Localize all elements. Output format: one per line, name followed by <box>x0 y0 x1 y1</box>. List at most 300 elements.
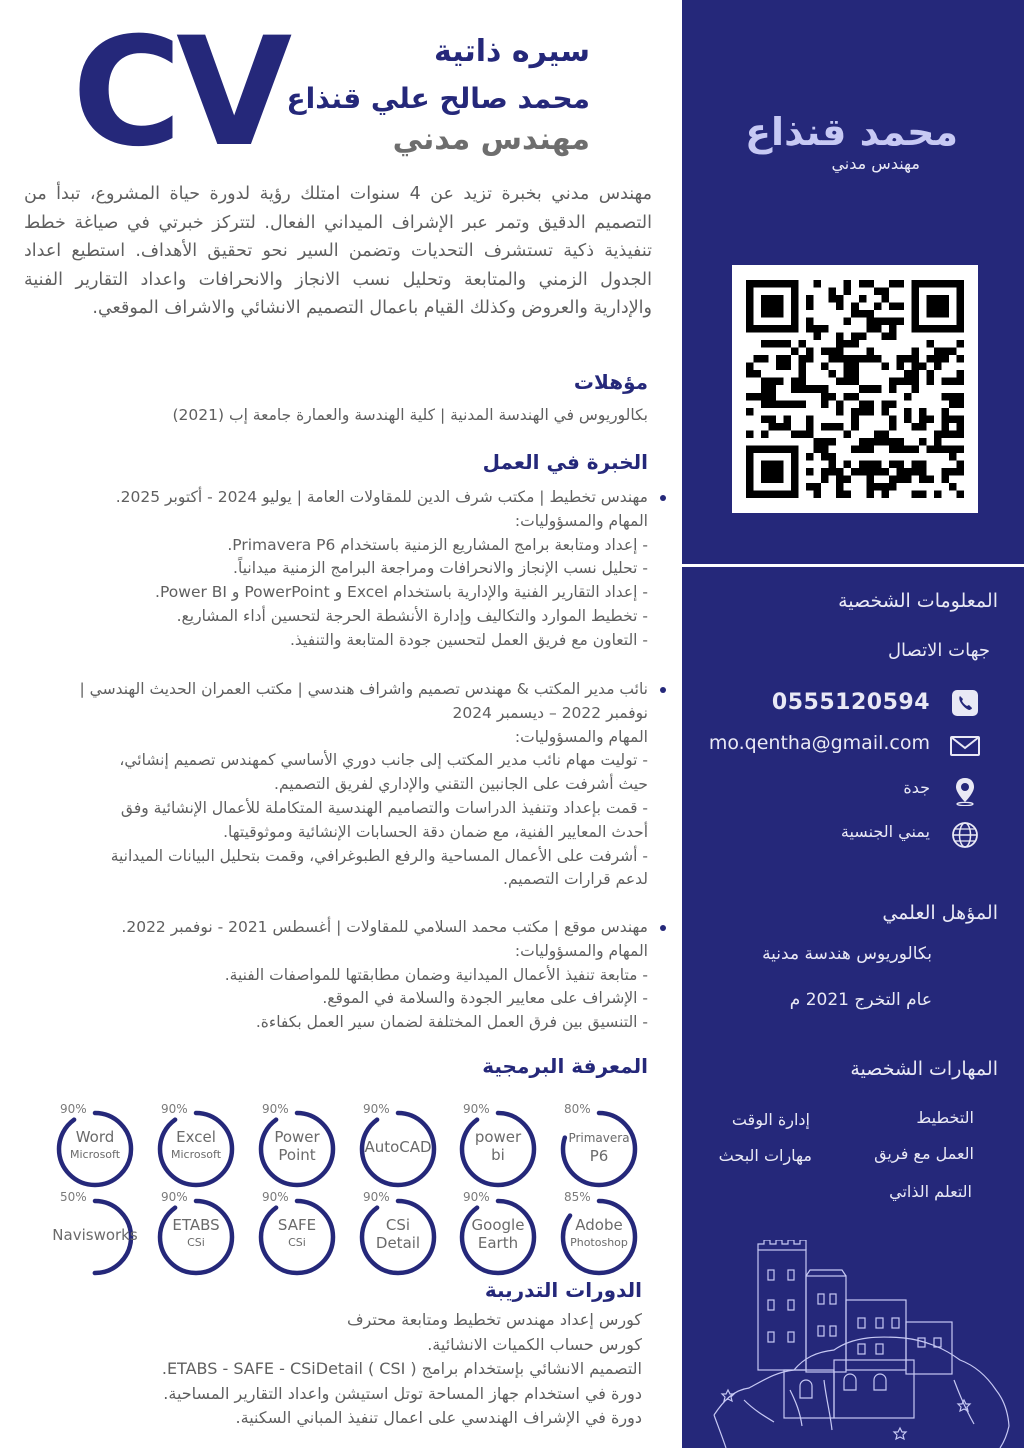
contact-phone[interactable] <box>682 686 1024 720</box>
qr-module <box>949 468 957 476</box>
software-subtitle: Detail <box>375 1234 421 1252</box>
qr-module <box>949 400 957 408</box>
qr-module <box>821 468 829 476</box>
qr-module <box>889 415 897 423</box>
qr-module <box>851 378 859 386</box>
qr-module <box>926 415 934 423</box>
qr-module <box>881 318 889 326</box>
qr-module <box>851 340 859 348</box>
qr-module <box>866 385 874 393</box>
qr-module <box>859 280 867 288</box>
skill-label <box>355 1138 441 1156</box>
qr-module <box>874 325 882 333</box>
qr-module <box>791 430 799 438</box>
job-line: مهندس موقع | مكتب محمد السلامي للمقاولات | أغسطس 2021 - نوفمبر 2022. <box>121 918 648 936</box>
experience-item <box>8 486 648 653</box>
qr-module <box>874 430 882 438</box>
qr-module <box>934 490 942 498</box>
qr-module <box>761 385 769 393</box>
skill-item: التخطيط <box>916 1108 974 1127</box>
qualifications-heading: مؤهلات <box>573 370 648 394</box>
qr-module <box>866 310 874 318</box>
document-title: سيره ذاتية <box>434 34 590 69</box>
qr-module <box>814 490 822 498</box>
qr-module <box>949 378 957 386</box>
qr-module <box>904 408 912 416</box>
qr-module <box>859 355 867 363</box>
qr-module <box>919 423 927 431</box>
qr-module <box>799 385 807 393</box>
skill-percent: 90% <box>161 1190 188 1204</box>
qr-module <box>941 430 949 438</box>
qr-module <box>889 378 897 386</box>
qr-module <box>761 415 769 423</box>
qr-module <box>806 468 814 476</box>
contact-email[interactable] <box>682 728 1024 762</box>
qr-module <box>949 445 957 453</box>
qr-module <box>799 363 807 371</box>
qr-module <box>919 363 927 371</box>
contacts-heading: جهات الاتصال <box>887 640 990 661</box>
qr-module <box>791 348 799 356</box>
qr-module <box>866 460 874 468</box>
job-line: حيث أشرفت على الجانبين التقني والإداري لفريق التصميم. <box>274 775 648 794</box>
qr-module <box>836 408 844 416</box>
qr-module <box>844 393 852 401</box>
qr-module <box>776 423 784 431</box>
location-pin-icon <box>950 776 980 806</box>
qr-module <box>769 378 777 386</box>
qr-module <box>836 340 844 348</box>
qr-module <box>911 490 919 498</box>
qr-module <box>896 475 904 483</box>
qr-module <box>911 460 919 468</box>
qr-module <box>821 363 829 371</box>
qr-module <box>956 400 964 408</box>
qr-module <box>889 423 897 431</box>
qr-module <box>956 445 964 453</box>
qr-module <box>866 318 874 326</box>
qr-module <box>829 453 837 461</box>
education-heading: المؤهل العلمي <box>882 902 998 924</box>
qr-module <box>754 393 762 401</box>
qr-module <box>889 325 897 333</box>
qr-module <box>806 325 814 333</box>
job-line: نوفمبر 2022 – ديسمبر 2024 <box>452 703 648 722</box>
qr-module <box>926 370 934 378</box>
qr-module <box>889 318 897 326</box>
qr-module <box>844 363 852 371</box>
qr-module <box>881 400 889 408</box>
cv-logo: CV <box>72 6 287 180</box>
qr-module <box>784 340 792 348</box>
qr-module <box>866 408 874 416</box>
qr-module <box>881 363 889 371</box>
qr-module <box>776 400 784 408</box>
qr-module <box>889 385 897 393</box>
qr-module <box>821 423 829 431</box>
qr-module <box>881 288 889 296</box>
job-line: مهندس تخطيط | مكتب شرف الدين للمقاولات العامة | يوليو 2024 - أكتوبر 2025. <box>115 488 648 506</box>
graduation-text: عام التخرج 2021 م <box>789 990 932 1010</box>
qr-module <box>881 333 889 341</box>
qr-module <box>866 475 874 483</box>
qr-module <box>881 408 889 416</box>
qr-module <box>821 453 829 461</box>
qr-module <box>844 490 852 498</box>
qr-module <box>896 280 904 288</box>
skill-label <box>52 1226 138 1244</box>
qr-module <box>866 445 874 453</box>
qr-module <box>941 445 949 453</box>
qr-module <box>761 400 769 408</box>
qr-module <box>956 430 964 438</box>
qr-module <box>851 355 859 363</box>
qr-module <box>806 318 814 326</box>
qr-module <box>746 370 754 378</box>
qr-module <box>941 415 949 423</box>
qr-module <box>911 385 919 393</box>
qr-module <box>941 355 949 363</box>
qr-module <box>934 445 942 453</box>
qr-module <box>844 370 852 378</box>
city-text: جدة <box>903 778 930 797</box>
qr-module <box>889 280 897 288</box>
skill-percent: 90% <box>463 1190 490 1204</box>
skill-percent: 80% <box>564 1102 591 1116</box>
qr-module <box>911 370 919 378</box>
qr-module <box>791 378 799 386</box>
globe-icon <box>950 820 980 850</box>
software-name: ETABS <box>172 1216 220 1234</box>
job-line: - توليت مهام نائب مدير المكتب إلى جانب دوري الأساسي كمهندس تصميم إنشائي، <box>119 751 648 770</box>
qr-module <box>866 400 874 408</box>
qr-module <box>866 490 874 498</box>
qr-module <box>836 400 844 408</box>
qr-module <box>851 408 859 416</box>
software-ring <box>254 1102 340 1192</box>
software-name: SAFE <box>277 1216 317 1234</box>
qr-module <box>866 355 874 363</box>
qr-module <box>926 340 934 348</box>
software-ring <box>455 1102 541 1192</box>
job-line: نائب مدير المكتب & مهندس تصميم واشراف هندسي | مكتب العمران الحديث الهندسي | <box>79 680 648 698</box>
skill-label <box>153 1216 239 1252</box>
skill-item: إدارة الوقت <box>731 1110 810 1129</box>
qr-finder <box>926 295 949 318</box>
qr-module <box>844 288 852 296</box>
qr-module <box>896 355 904 363</box>
qr-module <box>874 438 882 446</box>
personal-info-heading: المعلومات الشخصية <box>838 590 998 612</box>
qr-module <box>784 423 792 431</box>
qr-module <box>761 355 769 363</box>
qr-module <box>784 363 792 371</box>
job-line: - إعداد ومتابعة برامج المشاريع الزمنية باستخدام Primavera P6. <box>227 535 648 554</box>
skill-percent: 90% <box>363 1190 390 1204</box>
email-address[interactable]: mo.qentha@gmail.com <box>708 732 930 754</box>
qr-module <box>919 468 927 476</box>
qr-module <box>956 370 964 378</box>
software-name: Word <box>75 1128 115 1146</box>
qr-module <box>761 393 769 401</box>
qr-module <box>776 363 784 371</box>
qr-module <box>784 400 792 408</box>
qr-module <box>889 333 897 341</box>
qr-module <box>851 370 859 378</box>
qr-module <box>829 460 837 468</box>
qr-module <box>821 385 829 393</box>
qr-module <box>836 378 844 386</box>
qr-module <box>821 475 829 483</box>
qr-module <box>761 430 769 438</box>
qr-module <box>859 468 867 476</box>
qr-module <box>746 430 754 438</box>
qr-module <box>941 468 949 476</box>
qr-module <box>874 355 882 363</box>
software-subtitle: Microsoft <box>170 1148 222 1161</box>
qr-module <box>851 303 859 311</box>
qr-module <box>859 400 867 408</box>
qr-module <box>754 370 762 378</box>
qr-module <box>791 385 799 393</box>
qr-module <box>806 423 814 431</box>
qr-module <box>859 438 867 446</box>
job-line: لدعم قرارات التصميم. <box>503 870 648 889</box>
phone-number[interactable]: 0555120594 <box>771 690 930 715</box>
skill-item: التعلم الذاتي <box>889 1182 972 1201</box>
qr-module <box>934 348 942 356</box>
qr-module <box>844 355 852 363</box>
software-name: CSi <box>385 1216 411 1234</box>
qr-module <box>889 438 897 446</box>
qr-module <box>866 280 874 288</box>
qr-module <box>799 340 807 348</box>
qr-module <box>904 468 912 476</box>
job-line: - التنسيق بين فرق العمل المختلفة لضمان سير العمل بكفاءة. <box>255 1013 648 1032</box>
qr-module <box>761 340 769 348</box>
software-name: Google <box>471 1216 525 1234</box>
qr-module <box>889 483 897 491</box>
skill-label <box>52 1128 138 1164</box>
degree-text: بكالوريوس هندسة مدنية <box>762 944 932 964</box>
qr-code[interactable] <box>732 265 978 513</box>
qr-module <box>746 363 754 371</box>
qr-module <box>919 460 927 468</box>
qr-module <box>881 490 889 498</box>
experience-item <box>8 916 648 1035</box>
qr-module <box>941 423 949 431</box>
sidebar-divider <box>682 564 1024 567</box>
qr-module <box>919 490 927 498</box>
sidebar <box>682 0 1024 1448</box>
qr-module <box>769 385 777 393</box>
qr-module <box>904 355 912 363</box>
qr-module <box>904 378 912 386</box>
qr-module <box>776 355 784 363</box>
software-ring <box>556 1102 642 1192</box>
software-name: Adobe <box>575 1216 623 1234</box>
qr-module <box>874 288 882 296</box>
qr-module <box>769 400 777 408</box>
qr-module <box>799 355 807 363</box>
software-subtitle: Microsoft <box>69 1148 121 1161</box>
qr-module <box>769 393 777 401</box>
qr-module <box>836 468 844 476</box>
qr-module <box>814 325 822 333</box>
qr-module <box>829 355 837 363</box>
job-line: المهام والمسؤوليات: <box>514 941 648 960</box>
qr-module <box>874 318 882 326</box>
mail-icon <box>950 730 980 760</box>
qr-module <box>859 385 867 393</box>
qr-module <box>761 378 769 386</box>
software-name: AutoCAD <box>364 1138 432 1156</box>
qr-module <box>836 303 844 311</box>
software-ring <box>52 1102 138 1192</box>
qr-module <box>836 475 844 483</box>
qr-module <box>806 295 814 303</box>
qr-module <box>956 378 964 386</box>
skill-label <box>254 1216 340 1252</box>
full-name: محمد صالح علي قنذاع <box>286 82 590 115</box>
software-name: Excel <box>176 1128 216 1146</box>
qr-finder <box>761 460 784 483</box>
qr-module <box>851 333 859 341</box>
course-item: دورة في الإشراف الهندسي على اعمال تنفيذ المباني السكنية. <box>235 1408 642 1427</box>
qr-module <box>814 445 822 453</box>
qr-module <box>821 393 829 401</box>
qr-module <box>949 393 957 401</box>
qr-module <box>829 348 837 356</box>
qr-module <box>859 333 867 341</box>
qr-module <box>851 445 859 453</box>
qr-module <box>799 378 807 386</box>
qr-module <box>851 423 859 431</box>
qr-module <box>844 340 852 348</box>
software-ring <box>52 1190 138 1280</box>
qr-module <box>904 415 912 423</box>
qr-module <box>934 438 942 446</box>
qr-module <box>911 378 919 386</box>
job-line: - قمت بإعداد وتنفيذ الدراسات والتصاميم الهندسية المتكاملة للأعمال الإنشائية وفق <box>120 798 648 817</box>
software-name: Primavera <box>568 1131 630 1145</box>
qr-module <box>941 408 949 416</box>
skill-percent: 90% <box>161 1102 188 1116</box>
qr-module <box>814 280 822 288</box>
qr-module <box>874 460 882 468</box>
qr-module <box>851 468 859 476</box>
bullet-dot <box>660 687 666 693</box>
castle-illustration <box>704 1240 1014 1448</box>
qr-module <box>934 430 942 438</box>
qr-module <box>866 325 874 333</box>
qr-module <box>941 378 949 386</box>
qr-module <box>806 453 814 461</box>
qr-module <box>874 303 882 311</box>
qr-module <box>874 385 882 393</box>
qr-module <box>874 483 882 491</box>
qr-module <box>874 468 882 476</box>
job-line: - أشرفت على الأعمال المساحية والرفع الطبوغرافي، وقمت بتحليل البيانات الميدانية <box>110 846 648 865</box>
qr-module <box>919 415 927 423</box>
qr-module <box>814 333 822 341</box>
qr-module <box>821 325 829 333</box>
software-heading: المعرفة البرمجية <box>482 1054 648 1078</box>
qr-module <box>859 310 867 318</box>
qr-module <box>836 355 844 363</box>
software-ring <box>355 1190 441 1280</box>
qr-module <box>806 483 814 491</box>
skill-percent: 85% <box>564 1190 591 1204</box>
qr-module <box>866 483 874 491</box>
software-subtitle: bi <box>491 1146 505 1164</box>
software-ring <box>153 1190 239 1280</box>
qr-module <box>956 468 964 476</box>
qr-module <box>949 415 957 423</box>
qr-module <box>896 318 904 326</box>
qr-module <box>746 393 754 401</box>
qr-module <box>844 460 852 468</box>
qr-module <box>949 430 957 438</box>
qr-module <box>956 340 964 348</box>
software-ring <box>254 1190 340 1280</box>
qr-module <box>941 475 949 483</box>
software-name: Navisworks <box>52 1226 138 1244</box>
skill-percent: 90% <box>60 1102 87 1116</box>
qr-module <box>889 475 897 483</box>
qr-module <box>911 423 919 431</box>
qr-module <box>956 355 964 363</box>
qr-module <box>836 348 844 356</box>
qr-module <box>934 363 942 371</box>
experience-item <box>8 678 648 892</box>
job-line: - تخطيط الموارد والتكاليف وإدارة الأنشطة الحرجة لتحسين أداء المشاريع. <box>176 606 648 625</box>
qr-module <box>911 348 919 356</box>
qr-module <box>829 295 837 303</box>
qr-module <box>776 378 784 386</box>
qr-module <box>799 430 807 438</box>
skill-percent: 90% <box>363 1102 390 1116</box>
qr-module <box>814 385 822 393</box>
software-subtitle: CSi <box>288 1236 306 1249</box>
job-line: أحدث المعايير الفنية، مع ضمان دقة الحسابات الإنشائية وموثوقيتها. <box>223 822 648 841</box>
courses-heading: الدورات التدريبة <box>484 1278 642 1302</box>
qr-module <box>844 378 852 386</box>
qr-module <box>836 483 844 491</box>
qr-module <box>926 378 934 386</box>
software-subtitle: CSi <box>187 1236 205 1249</box>
sidebar-name: محمد قنذاع <box>745 110 958 154</box>
qr-module <box>821 438 829 446</box>
qr-module <box>829 468 837 476</box>
nationality-text: يمني الجنسية <box>840 822 930 841</box>
qr-module <box>806 348 814 356</box>
qr-module <box>806 430 814 438</box>
skill-label <box>455 1216 541 1252</box>
qr-module <box>754 355 762 363</box>
qr-module <box>836 295 844 303</box>
skill-label <box>153 1128 239 1164</box>
skill-label <box>556 1216 642 1252</box>
profile-summary: مهندس مدني بخبرة تزيد عن 4 سنوات امتلك رؤية لدورة حياة المشروع، تبدأ من التصميم الدقيق وتمر عبر الإشراف الميداني الفعال. لتتركز خبرتي في صياغة خطط تنفيذية ذكية تستشرف التحديات وتضمن السير نحو تحقيق الأهداف. استطيع اعداد الجدول الزمني والمتابعة وتحليل نسب الانجاز والانحرافات واعداد التقارير الفنية والإدارية والعروض وكذلك القيام باعمال التصميم الانشائي والاشراف الموقعي. <box>24 184 652 318</box>
qr-module <box>919 408 927 416</box>
qr-module <box>956 490 964 498</box>
qr-module <box>956 460 964 468</box>
qualifications-text: بكالوريوس في الهندسة المدنية | كلية الهندسة والعمارة جامعة إب (2021) <box>172 406 648 424</box>
qr-module <box>859 445 867 453</box>
qr-module <box>896 303 904 311</box>
